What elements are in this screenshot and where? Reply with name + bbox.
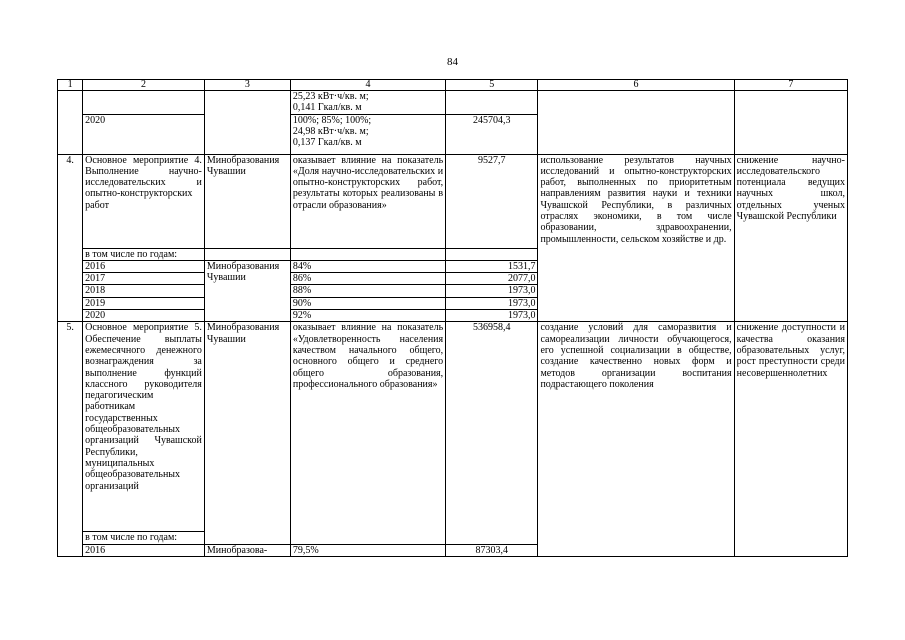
- measure-4-including-executor: [204, 248, 290, 260]
- year-value: 84%: [290, 260, 445, 272]
- year-value: 90%: [290, 297, 445, 309]
- year-executor: Минобразова-: [204, 544, 290, 556]
- measure-5-including-label: в том числе по годам:: [83, 532, 205, 544]
- year: 2019: [83, 297, 205, 309]
- cont-year-indicator-line: 24,98 кВт·ч/кв. м;: [292, 125, 369, 137]
- program-measures-table: [57, 79, 848, 557]
- year-amount: 2077,0: [446, 273, 538, 285]
- measure-4-including-label: в том числе по годам:: [83, 248, 205, 260]
- year-amount: 1973,0: [446, 310, 538, 322]
- cont-amount-cell: [446, 91, 538, 115]
- year: 2016: [83, 260, 205, 272]
- year-amount: 1973,0: [446, 297, 538, 309]
- year: 2017: [83, 273, 205, 285]
- cont-year-indicator-line: 0,137 Гкал/кв. м: [292, 137, 362, 149]
- measure-4-number: 4.: [58, 154, 83, 322]
- year-amount: 1973,0: [446, 285, 538, 297]
- measure-5-indicator: оказывает влияние на показатель «Удовлетворенность населения качеством начального общего, основного общего и среднего общего образования, профессионального образования»: [290, 322, 445, 544]
- header-col-6: 6: [538, 80, 734, 91]
- cont-result-cell: [538, 91, 734, 155]
- year-value: 86%: [290, 273, 445, 285]
- cont-executor-cell: [204, 91, 290, 155]
- year: 2018: [83, 285, 205, 297]
- measure-5-result: создание условий для саморазвития и самореализации личности обучающегося, его успешной социализации в обществе, создание качественно новых форм и методов организации воспитания подрастающего поколения: [538, 322, 734, 557]
- measure-5-consequence: снижение доступности и качества оказания образовательных услуг, рост преступности среди несовершеннолетних: [734, 322, 847, 557]
- year: 2016: [83, 544, 205, 556]
- measure-4-years-executor: Минобразования Чувашии: [204, 260, 290, 321]
- measure-5-name: Основное мероприятие 5. Обеспечение выплаты ежемесячного денежного вознаграждения за выполнение функций классного руководителя педагогическим работникам государственных общеобразовательных организаций Чувашской Республики, муниципальных общеобразовательных организаций: [83, 322, 205, 532]
- cont-year-indicator-line: 100%; 85%; 100%;: [292, 114, 372, 126]
- cont-indicator-line: 25,23 кВт·ч/кв. м;: [292, 91, 369, 102]
- cont-num-cell-2: [58, 114, 83, 154]
- measure-4-row: [58, 154, 848, 248]
- measure-5-row: [58, 322, 848, 532]
- cont-year-cell: [83, 91, 205, 115]
- measure-4-including-indicator: [290, 248, 445, 260]
- year-value: 79,5%: [290, 544, 445, 556]
- continuation-row: [58, 91, 848, 115]
- column-number-header: [58, 80, 848, 91]
- cont-consequence-cell: [734, 91, 847, 155]
- measure-4-executor: Минобразования Чувашии: [204, 154, 290, 248]
- year-value: 92%: [290, 310, 445, 322]
- cont-year-amount: 245704,3: [446, 114, 538, 154]
- cont-year-indicator-cell: [290, 114, 445, 154]
- year-value: 88%: [290, 285, 445, 297]
- measure-4-name: Основное мероприятие 4. Выполнение научно-исследовательских и опытно-конструкторских работ: [83, 154, 205, 248]
- header-col-4: 4: [290, 80, 445, 91]
- header-col-7: 7: [734, 80, 847, 91]
- year-amount: 1531,7: [446, 260, 538, 272]
- cont-indicator-cell: [290, 91, 445, 115]
- measure-4-amount: 9527,7: [446, 154, 538, 248]
- year-amount: 87303,4: [446, 544, 538, 556]
- measure-4-indicator: оказывает влияние на показатель «Доля научно-исследовательских и опытно-конструкторских работ, результаты которых реализованы в отрасли образования»: [290, 154, 445, 248]
- page-number: 84: [447, 56, 458, 68]
- header-col-5: 5: [446, 80, 538, 91]
- cont-indicator-line: 0,141 Гкал/кв. м: [292, 102, 362, 114]
- year: 2020: [83, 310, 205, 322]
- header-col-2: 2: [83, 80, 205, 91]
- measure-4-result: использование результатов научных исследований и опытно-конструкторских работ, выполненных по приоритетным направлениям развития науки и техники Чувашской Республики, в различных отраслях экономики, в том числе образовании, здравоохранении, промышленности, сельском хозяйстве и др.: [538, 154, 734, 322]
- measure-4-including-amount: [446, 248, 538, 260]
- measure-5-executor: Минобразования Чувашии: [204, 322, 290, 544]
- header-col-1: 1: [58, 80, 83, 91]
- header-col-3: 3: [204, 80, 290, 91]
- cont-num-cell: [58, 91, 83, 115]
- measure-4-consequence: снижение научно-исследовательского потенциала ведущих научных школ, отдельных ученых Чувашской Республики: [734, 154, 847, 322]
- cont-year: 2020: [83, 114, 205, 154]
- measure-5-amount: 536958,4: [446, 322, 538, 544]
- measure-5-number: 5.: [58, 322, 83, 557]
